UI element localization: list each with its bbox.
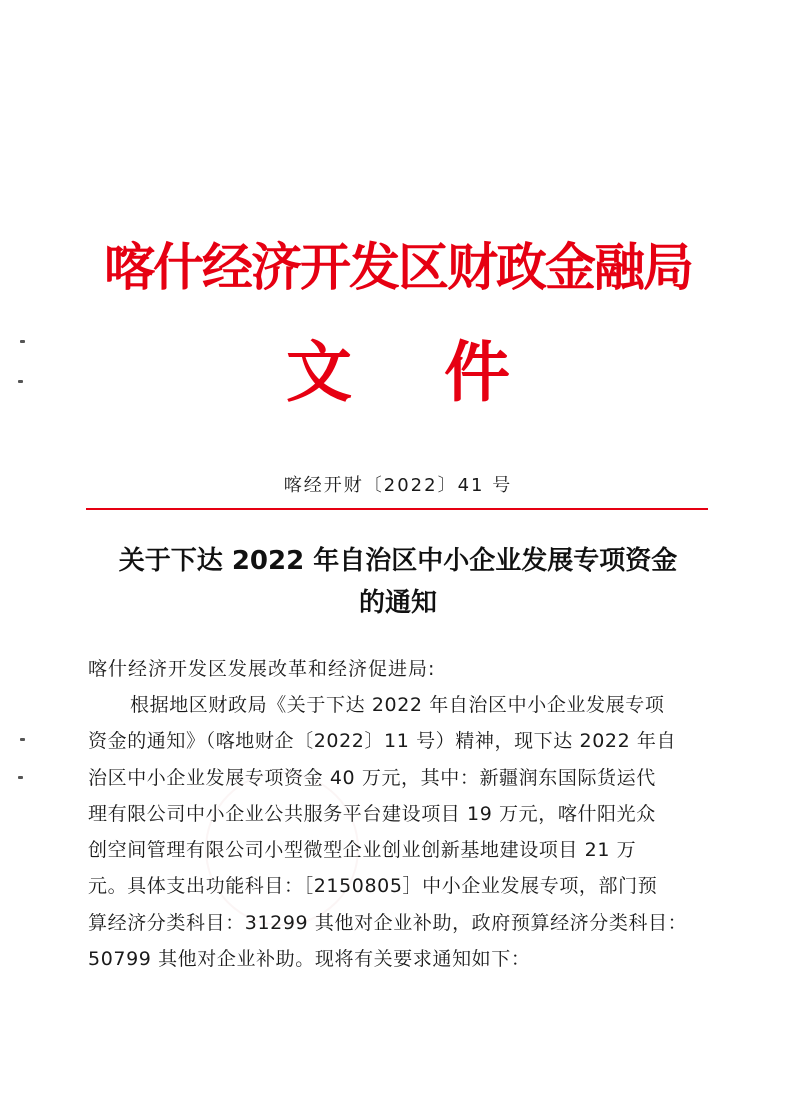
- body-line: 根据地区财政局《关于下达 2022 年自治区中小企业发展专项: [130, 694, 665, 716]
- document-title: [60, 540, 736, 624]
- red-divider-rule: [86, 508, 708, 510]
- title-line-1: 关于下达 2022 年自治区中小企业发展专项资金: [118, 546, 678, 576]
- scan-margin-mark: [20, 340, 25, 343]
- scan-margin-mark: [20, 738, 25, 741]
- body-line: 治区中小企业发展专项资金 40 万元，其中：新疆润东国际货运代: [88, 766, 656, 789]
- issuer-heading: 喀什经济开发区财政金融局: [103, 238, 692, 298]
- document-number: 喀经开财〔2022〕41 号: [283, 475, 513, 496]
- body-line: 50799 其他对企业补助。现将有关要求通知如下：: [88, 948, 531, 971]
- document-type-heading: 文件: [286, 333, 602, 411]
- title-line-2: 的通知: [358, 588, 437, 618]
- body-line: 创空间管理有限公司小型微型企业创业创新基地建设项目 21 万: [88, 839, 637, 862]
- body-line: 元。具体支出功能科目：［2150805］中小企业发展专项，部门预: [88, 875, 658, 898]
- salutation: 喀什经济开发区发展改革和经济促进局:: [88, 658, 436, 680]
- body-line: 理有限公司中小企业公共服务平台建设项目 19 万元，喀什阳光众: [88, 802, 656, 825]
- scan-margin-mark: [18, 776, 23, 779]
- body-line: 算经济分类科目：31299 其他对企业补助，政府预算经济分类科目：: [88, 911, 688, 934]
- body-line: 资金的通知》（喀地财企〔2022〕11 号）精神，现下达 2022 年自: [88, 730, 677, 753]
- body-paragraph: [88, 687, 708, 977]
- scan-margin-mark: [18, 380, 23, 383]
